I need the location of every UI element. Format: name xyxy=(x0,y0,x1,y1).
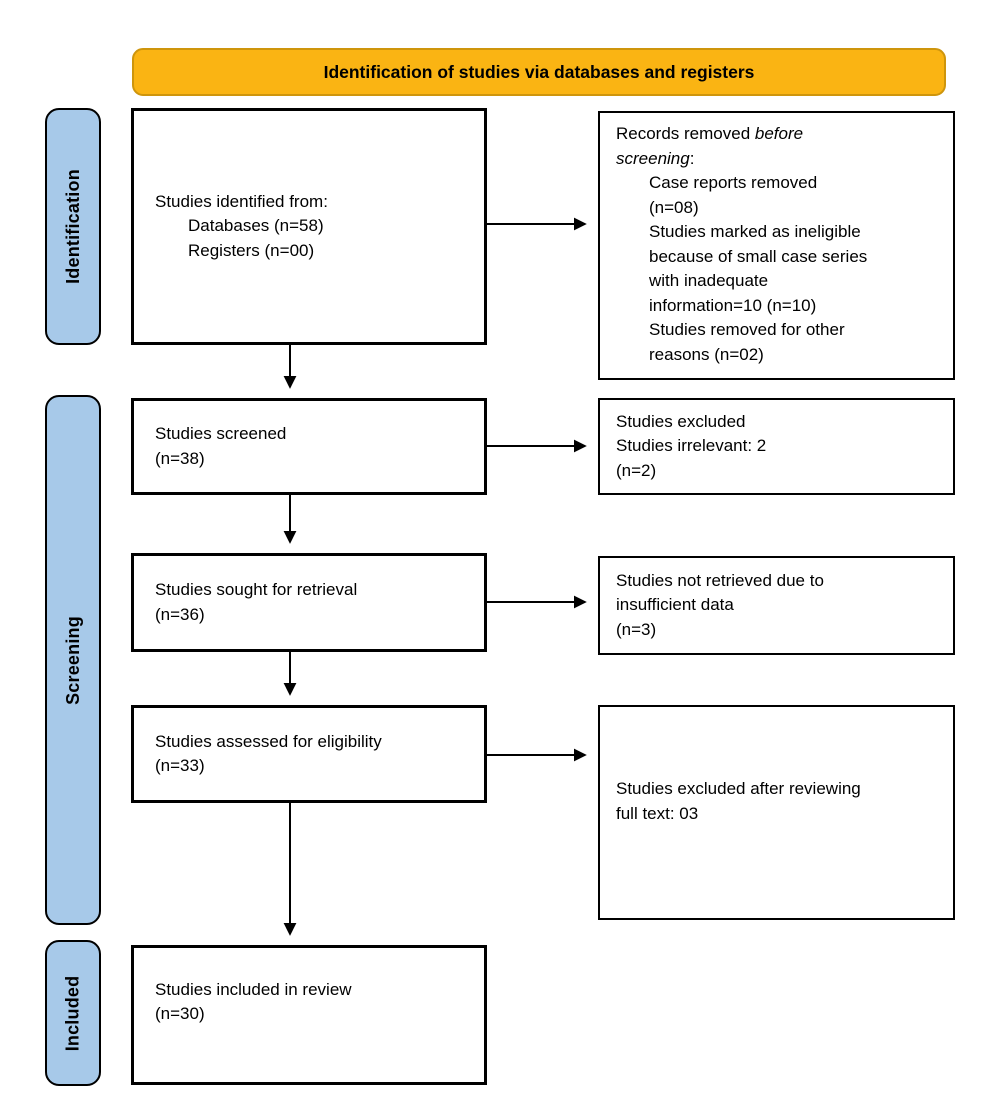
box-studies-excluded xyxy=(598,398,955,495)
not-retrieved-line-1: Studies not retrieved due to xyxy=(616,570,824,590)
phase-label-included: Included xyxy=(62,975,83,1051)
removed-item-other-count: reasons (n=02) xyxy=(649,344,764,364)
included-line-count: (n=30) xyxy=(155,1004,205,1023)
identified-line-databases: Databases (n=58) xyxy=(188,216,324,236)
box-excluded-full-text xyxy=(598,705,955,920)
removed-item-ineligible-count: information=10 (n=10) xyxy=(649,295,817,315)
box-studies-included xyxy=(131,945,487,1085)
removed-title-italic-2: screening xyxy=(616,148,690,168)
fulltext-line-2: full text: 03 xyxy=(616,803,699,823)
screened-line-1: Studies screened xyxy=(155,424,287,443)
removed-title-italic-1: before xyxy=(754,124,804,143)
not-retrieved-line-count: (n=3) xyxy=(616,619,657,639)
included-line-1: Studies included in review xyxy=(155,979,352,999)
removed-item-ineligible-1: Studies marked as ineligible xyxy=(649,222,861,241)
removed-item-case-reports: Case reports removed xyxy=(649,173,818,192)
phase-bar-screening xyxy=(45,395,101,925)
screened-line-count: (n=38) xyxy=(155,448,205,468)
banner-title: Identification of studies via databases and registers xyxy=(323,61,755,82)
removed-title-line-1 xyxy=(616,122,947,147)
excluded-line-1: Studies excluded xyxy=(616,411,746,431)
box-studies-sought xyxy=(131,553,487,652)
removed-title-normal: Records removed xyxy=(616,124,755,143)
sought-line-count: (n=36) xyxy=(155,604,205,624)
phase-label-screening: Screening xyxy=(62,615,83,705)
assessed-line-count: (n=33) xyxy=(155,756,205,775)
removed-item-other-1: Studies removed for other xyxy=(649,320,845,339)
fulltext-line-1: Studies excluded after reviewing xyxy=(616,779,861,798)
box-studies-not-retrieved xyxy=(598,556,955,655)
identified-line-1: Studies identified from: xyxy=(155,191,328,211)
excluded-line-2: Studies irrelevant: 2 xyxy=(616,436,767,456)
box-records-removed xyxy=(598,111,955,380)
removed-title-line-2 xyxy=(616,147,947,172)
phase-bar-identification xyxy=(45,108,101,345)
identified-line-registers: Registers (n=00) xyxy=(188,240,315,260)
phase-bar-included xyxy=(45,940,101,1086)
removed-item-case-reports-count: (n=08) xyxy=(649,197,699,217)
banner-identification-via-databases xyxy=(132,48,946,96)
box-studies-identified xyxy=(131,108,487,345)
sought-line-1: Studies sought for retrieval xyxy=(155,580,358,599)
box-studies-screened xyxy=(131,398,487,495)
excluded-line-count: (n=2) xyxy=(616,460,657,480)
box-studies-assessed xyxy=(131,705,487,803)
not-retrieved-line-2: insufficient data xyxy=(616,595,734,615)
removed-item-ineligible-2: because of small case series xyxy=(649,246,868,266)
removed-title-colon: : xyxy=(689,148,695,168)
assessed-line-1: Studies assessed for eligibility xyxy=(155,731,382,751)
phase-label-identification: Identification xyxy=(62,169,83,284)
removed-item-ineligible-3: with inadequate xyxy=(649,271,769,290)
